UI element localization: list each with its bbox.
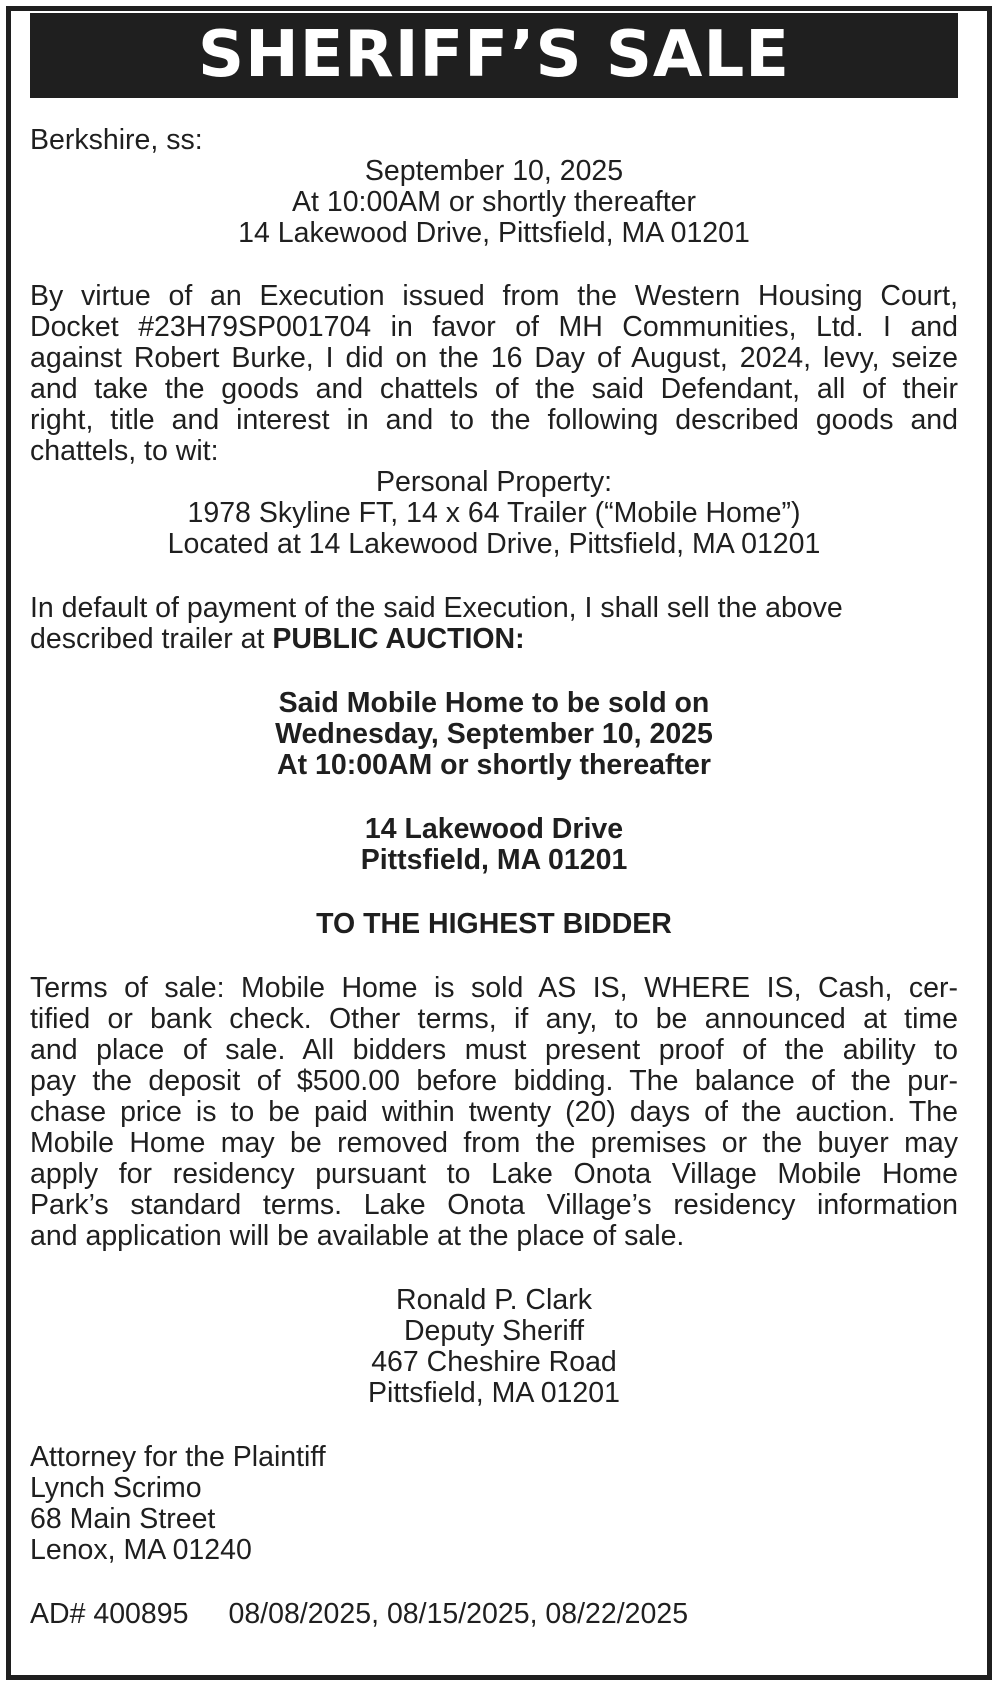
- execution-line: By virtue of an Execution issued from the Western Housing Court,: [30, 280, 958, 312]
- attorney-heading: Attorney for the Plaintiff: [30, 1441, 326, 1473]
- terms-line: Park’s standard terms. Lake Onota Village’s residency information: [30, 1189, 958, 1221]
- sale-date: Wednesday, September 10, 2025: [275, 718, 713, 750]
- sheriff-name: Ronald P. Clark: [396, 1284, 592, 1316]
- sale-street: 14 Lakewood Drive: [364, 813, 624, 845]
- property-description: 1978 Skyline FT, 14 x 64 Trailer (“Mobile Home”): [187, 497, 801, 529]
- sale-city: Pittsfield, MA 01201: [360, 844, 628, 876]
- sheriff-city: Pittsfield, MA 01201: [368, 1377, 620, 1409]
- terms-line: and application will be available at the place of sale.: [30, 1220, 685, 1252]
- ad-run-dates: 08/08/2025, 08/15/2025, 08/22/2025: [228, 1598, 689, 1630]
- default-line: In default of payment of the said Execution, I shall sell the above: [30, 592, 843, 624]
- execution-line: Docket #23H79SP001704 in favor of MH Communities, Ltd. I and: [30, 311, 958, 343]
- execution-line: right, title and interest in and to the following described goods and: [30, 404, 958, 436]
- terms-line: and place of sale. All bidders must present proof of the ability to: [30, 1034, 958, 1066]
- ad-line: [30, 1598, 958, 1630]
- sale-time: At 10:00AM or shortly thereafter: [277, 749, 711, 781]
- header-date: September 10, 2025: [364, 155, 624, 187]
- highest-bidder-line: TO THE HIGHEST BIDDER: [316, 908, 672, 940]
- header-time: At 10:00AM or shortly thereafter: [292, 186, 696, 218]
- terms-line: Terms of sale: Mobile Home is sold AS IS, WHERE IS, Cash, cer-: [30, 972, 958, 1004]
- terms-line: tified or bank check. Other terms, if any, to be announced at time: [30, 1003, 958, 1035]
- ad-number: AD# 400895: [30, 1598, 189, 1630]
- venue-line: Berkshire, ss:: [30, 124, 203, 156]
- default-line-text: described trailer at: [30, 623, 273, 655]
- attorney-city: Lenox, MA 01240: [30, 1534, 252, 1566]
- execution-line: and take the goods and chattels of the said Defendant, all of their: [30, 373, 958, 405]
- execution-line: chattels, to wit:: [30, 435, 219, 467]
- terms-line: pay the deposit of $500.00 before bidding. The balance of the pur-: [30, 1065, 958, 1097]
- attorney-street: 68 Main Street: [30, 1503, 216, 1535]
- terms-line: Mobile Home may be removed from the premises or the buyer may: [30, 1127, 958, 1159]
- terms-line: chase price is to be paid within twenty (20) days of the auction. The: [30, 1096, 958, 1128]
- sheriff-street: 467 Cheshire Road: [371, 1346, 617, 1378]
- terms-line: apply for residency pursuant to Lake Onota Village Mobile Home: [30, 1158, 958, 1190]
- default-line: [30, 623, 958, 655]
- header-address: 14 Lakewood Drive, Pittsfield, MA 01201: [238, 217, 750, 249]
- property-location: Located at 14 Lakewood Drive, Pittsfield, MA 01201: [167, 528, 821, 560]
- attorney-name: Lynch Scrimo: [30, 1472, 202, 1504]
- public-auction-label: PUBLIC AUCTION:: [272, 623, 525, 655]
- sale-line: Said Mobile Home to be sold on: [278, 687, 710, 719]
- page-title: SHERIFF’S SALE: [30, 13, 958, 98]
- execution-line: against Robert Burke, I did on the 16 Day of August, 2024, levy, seize: [30, 342, 958, 374]
- sheriff-title: Deputy Sheriff: [403, 1315, 585, 1347]
- property-heading: Personal Property:: [375, 466, 613, 498]
